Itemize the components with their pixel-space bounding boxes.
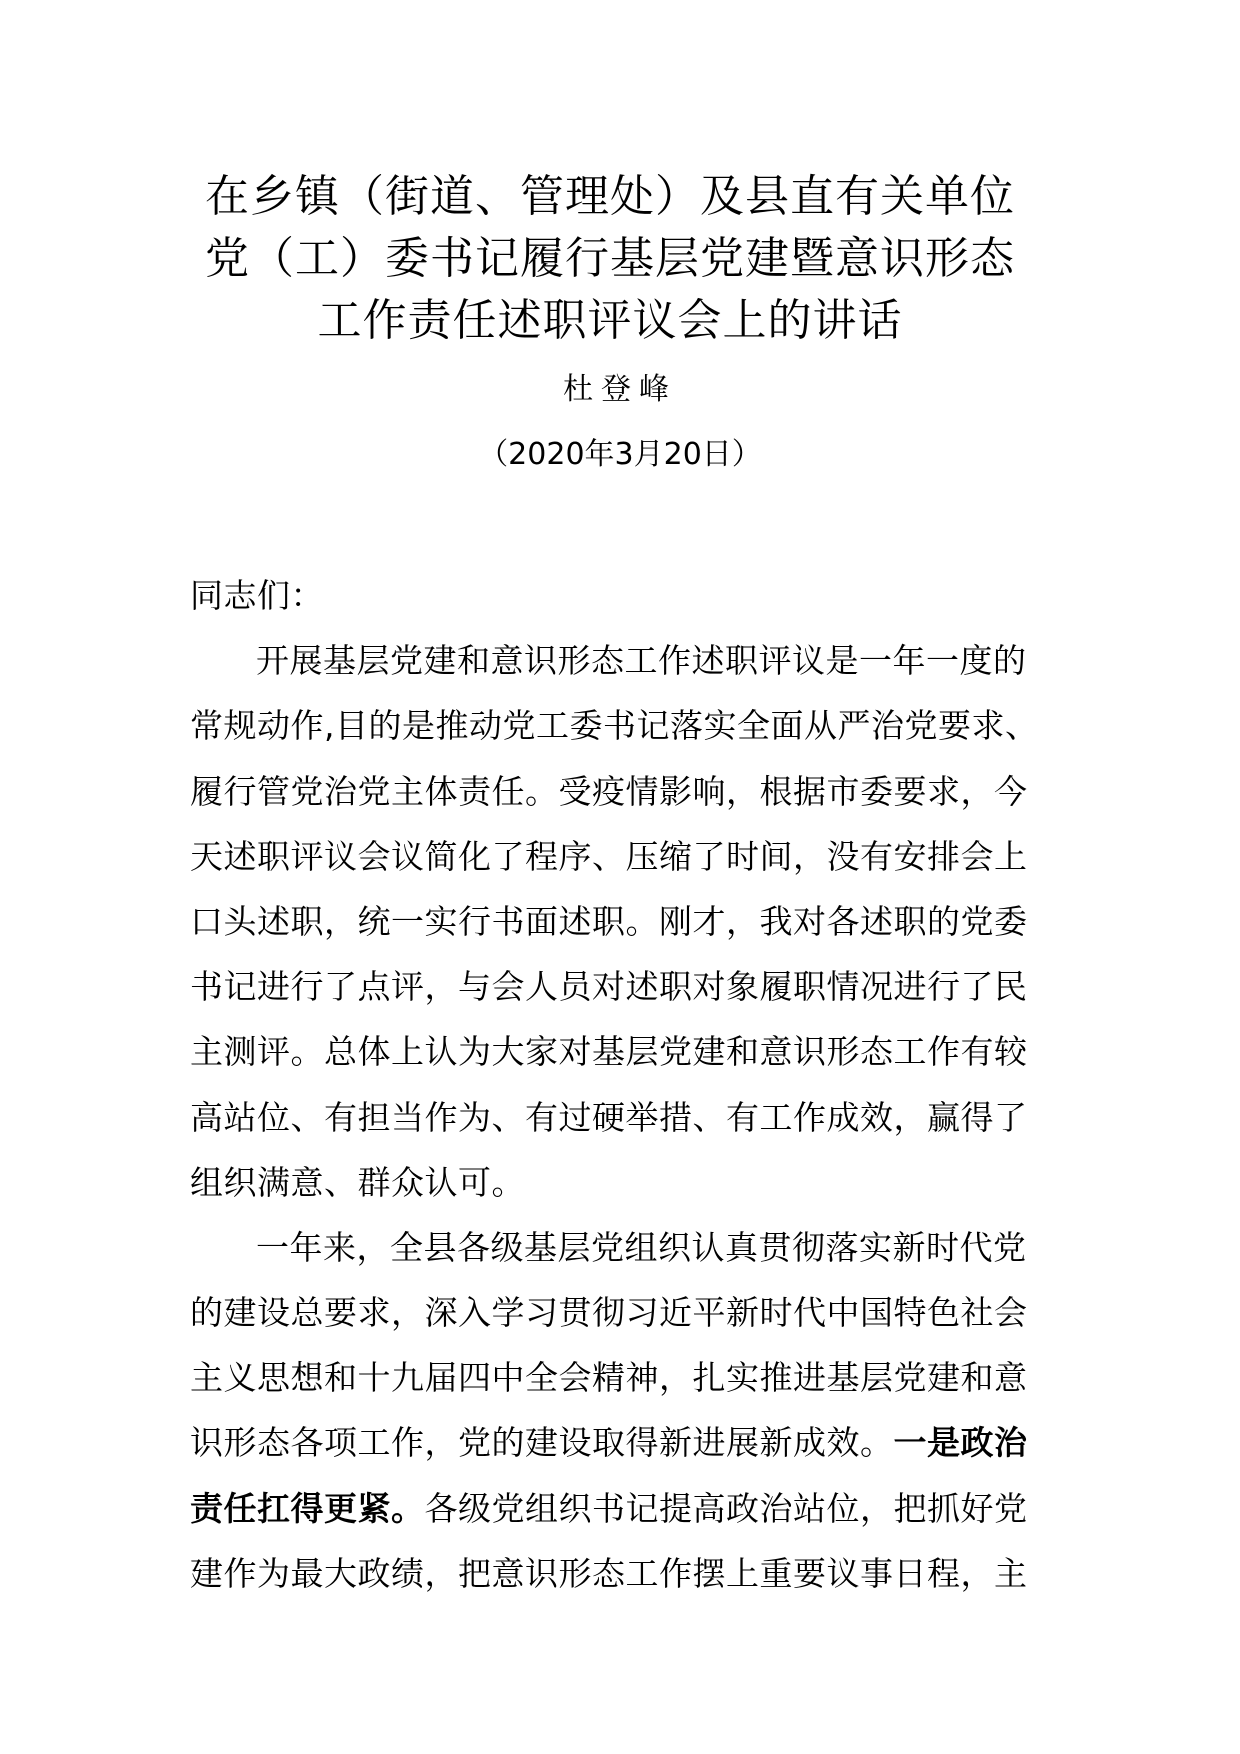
paragraph-line: 天述职评议会议简化了程序、压缩了时间，没有安排会上: [190, 836, 1028, 876]
paragraph-1: [190, 628, 1050, 1215]
paragraph-line: 履行管党治党主体责任。受疫情影响，根据市委要求，今: [190, 771, 1028, 811]
paragraph-line: 口头述职，统一实行书面述职。刚才，我对各述职的党委: [190, 901, 1028, 941]
paragraph-line: 一年来，全县各级基层党组织认真贯彻落实新时代党: [256, 1227, 1027, 1267]
paragraph-line: 组织满意、群众认可。: [190, 1162, 525, 1202]
paragraph-line: 的建设总要求，深入学习贯彻习近平新时代中国特色社会: [190, 1293, 1028, 1333]
paragraph-text: 各级党组织书记提高政治站位，把抓好党: [424, 1488, 1028, 1528]
paragraph-text: 识形态各项工作，党的建设取得新进展新成效。: [190, 1423, 894, 1463]
paragraph-line: 书记进行了点评，与会人员对述职对象履职情况进行了民: [190, 967, 1028, 1007]
bold-heading: 一是政治: [893, 1423, 1028, 1463]
paragraph-2: [190, 1215, 1050, 1606]
speech-body: [190, 563, 1050, 1606]
paragraph-line: [190, 1410, 1050, 1475]
paragraph-line: 常规动作,目的是推动党工委书记落实全面从严治党要求、: [190, 706, 1039, 746]
title-line: 工作责任述职评议会上的讲话: [317, 295, 903, 346]
paragraph-line: [190, 1476, 1050, 1541]
paragraph-line: 主义思想和十九届四中全会精神，扎实推进基层党建和意: [190, 1358, 1028, 1398]
paragraph-line: 建作为最大政绩，把意识形态工作摆上重要议事日程，主: [190, 1553, 1028, 1593]
title-line: 党（工）委书记履行基层党建暨意识形态: [205, 233, 1015, 284]
salutation: 同志们：: [190, 576, 324, 615]
author-name: 杜登峰: [563, 372, 677, 407]
bold-heading: 责任扛得更紧。: [190, 1488, 425, 1528]
paragraph-line: 开展基层党建和意识形态工作述职评议是一年一度的: [256, 641, 1027, 681]
paragraph-line: 高站位、有担当作为、有过硬举措、有工作成效，赢得了: [190, 1097, 1028, 1137]
speech-title: [160, 166, 1060, 352]
title-line: 在乡镇（街道、管理处）及县直有关单位: [205, 171, 1015, 222]
speech-date: （2020年3月20日）: [478, 437, 762, 472]
paragraph-line: 主测评。总体上认为大家对基层党建和意识形态工作有较: [190, 1032, 1028, 1072]
